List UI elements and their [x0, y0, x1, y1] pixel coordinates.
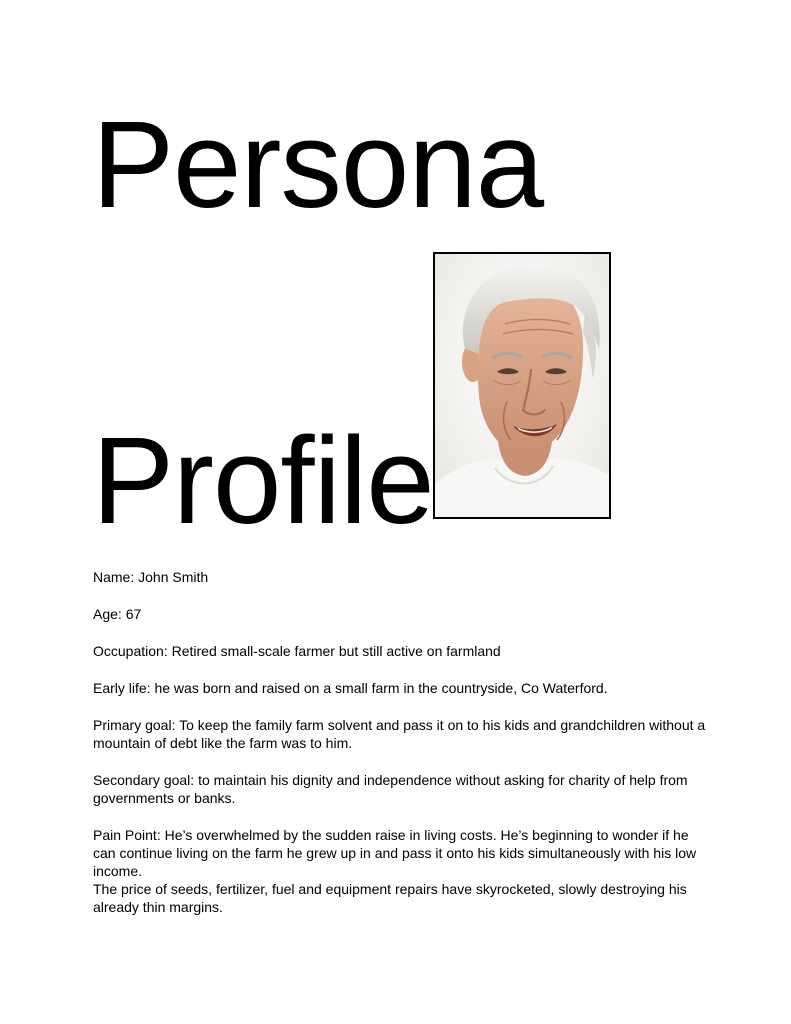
occupation-field: Occupation: Retired small-scale farmer but still active on farmland — [93, 643, 501, 659]
portrait-photo — [433, 252, 611, 519]
secondary-goal-field: Secondary goal: to maintain his dignity and independence without asking for charity of help from governments or banks. — [93, 772, 688, 806]
early-life-field: Early life: he was born and raised on a small farm in the countryside, Co Waterford. — [93, 680, 608, 696]
age-field: Age: 67 — [93, 606, 142, 622]
primary-goal-field: Primary goal: To keep the family farm solvent and pass it on to his kids and grandchildren without a mountain of debt like the farm was to him. — [93, 717, 706, 751]
persona-details — [93, 568, 713, 935]
pain-point-field: Pain Point: He’s overwhelmed by the sudden raise in living costs. He’s beginning to wonder if he can continue living on the farm he grew up in and pass it onto his kids simultaneously with his low income. — [93, 827, 697, 879]
title-persona: Persona — [92, 97, 544, 234]
title-profile: Profile — [92, 413, 434, 550]
portrait-photo-icon — [435, 254, 609, 517]
name-field: Name: John Smith — [93, 569, 209, 585]
pain-point-detail: The price of seeds, fertilizer, fuel and equipment repairs have skyrocketed, slowly destroying his already thin margins. — [93, 881, 687, 915]
